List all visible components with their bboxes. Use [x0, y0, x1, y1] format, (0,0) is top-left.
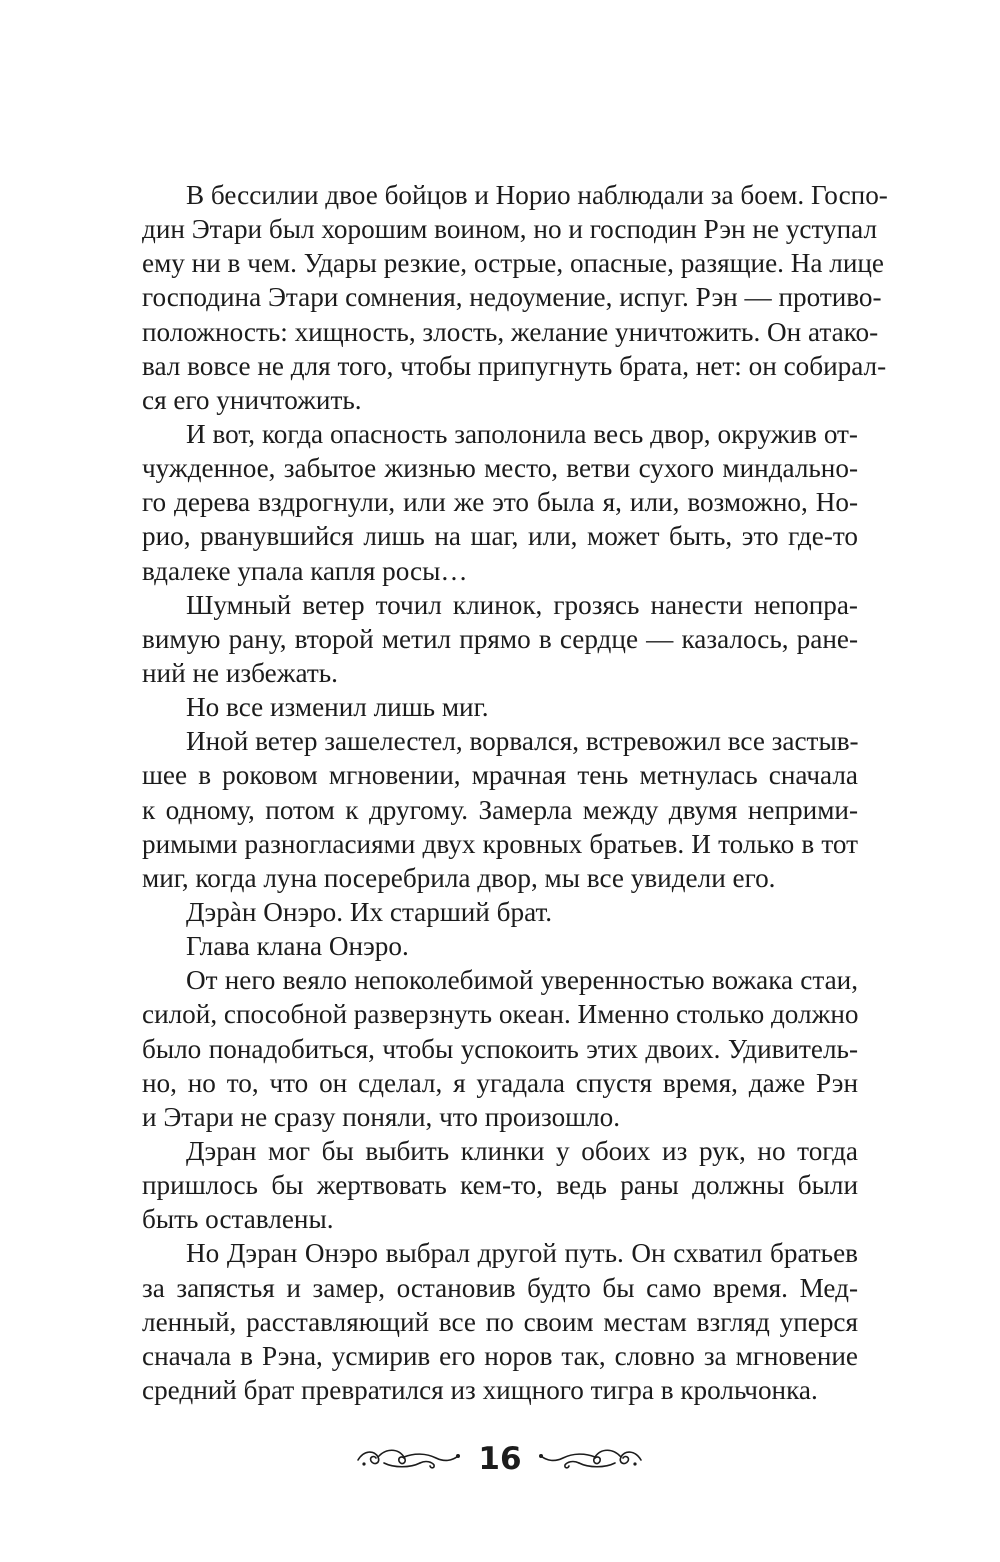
text-line: силой, способной разверзнуть океан. Именно столько должно: [142, 999, 859, 1030]
text-line: средний брат превратился из хищного тигра в крольчонка.: [142, 1374, 818, 1405]
text-line: От него веяло непоколебимой уверенностью вожака стаи,: [186, 965, 858, 996]
text-line: Дэрàн Онэро. Их старший брат.: [186, 896, 553, 927]
text-line: но, но то, что он сделал, я угадала спустя время, даже Рэн: [142, 1067, 858, 1098]
text-line: за запястья и замер, остановив будто бы само время. Мед-: [142, 1272, 858, 1303]
text-line: рио, рванувшийся лишь на шаг, или, может быть, это где-то: [142, 521, 858, 552]
text-line: быть оставлены.: [142, 1204, 334, 1235]
page-number: 16: [478, 1441, 522, 1477]
text-line: вдалеке упала капля росы…: [142, 555, 468, 586]
text-line: дин Этари был хорошим воином, но и господин Рэн не уступал: [142, 214, 878, 245]
text-line: пришлось бы жертвовать кем-то, ведь раны должны были: [142, 1170, 858, 1201]
text-line: Дэран мог бы выбить клинки у обоих из рук, но тогда: [186, 1135, 858, 1166]
text-line: В бессилии двое бойцов и Норио наблюдали за боем. Госпо-: [186, 180, 888, 210]
text-line: шее в роковом мгновении, мрачная тень метнулась сначала: [142, 760, 858, 791]
text-line: было понадобиться, чтобы успокоить этих двоих. Удивитель-: [142, 1033, 858, 1064]
text-line: миг, когда луна посеребрила двор, мы все увидели его.: [142, 862, 776, 893]
page-footer: [0, 1439, 1000, 1479]
text-line: положность: хищность, злость, желание уничтожить. Он атако-: [142, 316, 879, 347]
text-line: ему ни в чем. Удары резкие, острые, опасные, разящие. На лице: [142, 248, 884, 279]
text-line: И вот, когда опасность заполонила весь двор, окружив от-: [186, 418, 858, 449]
text-line: вал вовсе не для того, чтобы припугнуть брата, нет: он собирал-: [142, 350, 887, 381]
text-line: го дерева вздрогнули, или же это была я, или, возможно, Но-: [142, 487, 858, 518]
text-line: ленный, расставляющий все по своим местам взгляд уперся: [142, 1306, 858, 1337]
text-line: римыми разногласиями двух кровных братьев. И только в тот: [142, 828, 858, 859]
text-line: вимую рану, второй метил прямо в сердце — казалось, ране-: [142, 623, 858, 654]
left-ornament-icon: [354, 1444, 462, 1472]
text-line: Иной ветер зашелестел, ворвался, встревожил все застыв-: [186, 726, 859, 757]
page-body-text: [142, 178, 888, 1407]
text-line: Глава клана Онэро.: [186, 931, 409, 962]
text-line: Но Дэран Онэро выбрал другой путь. Он схватил братьев: [186, 1238, 858, 1269]
right-ornament-icon: [537, 1444, 645, 1472]
text-line: чужденное, забытое жизнью место, ветви сухого миндально-: [142, 453, 858, 484]
text-line: господина Этари сомнения, недоумение, испуг. Рэн — противо-: [142, 282, 882, 313]
text-line: сначала в Рэна, усмирив его норов так, словно за мгновение: [142, 1340, 858, 1371]
text-line: ся его уничтожить.: [142, 384, 362, 415]
text-line: и Этари не сразу поняли, что произошло.: [142, 1101, 621, 1132]
text-line: Шумный ветер точил клинок, грозясь нанести непопра-: [186, 589, 858, 620]
text-line: Но все изменил лишь миг.: [186, 692, 489, 723]
text-line: ний не избежать.: [142, 657, 338, 688]
text-line: к одному, потом к другому. Замерла между двумя неприми-: [142, 794, 858, 825]
